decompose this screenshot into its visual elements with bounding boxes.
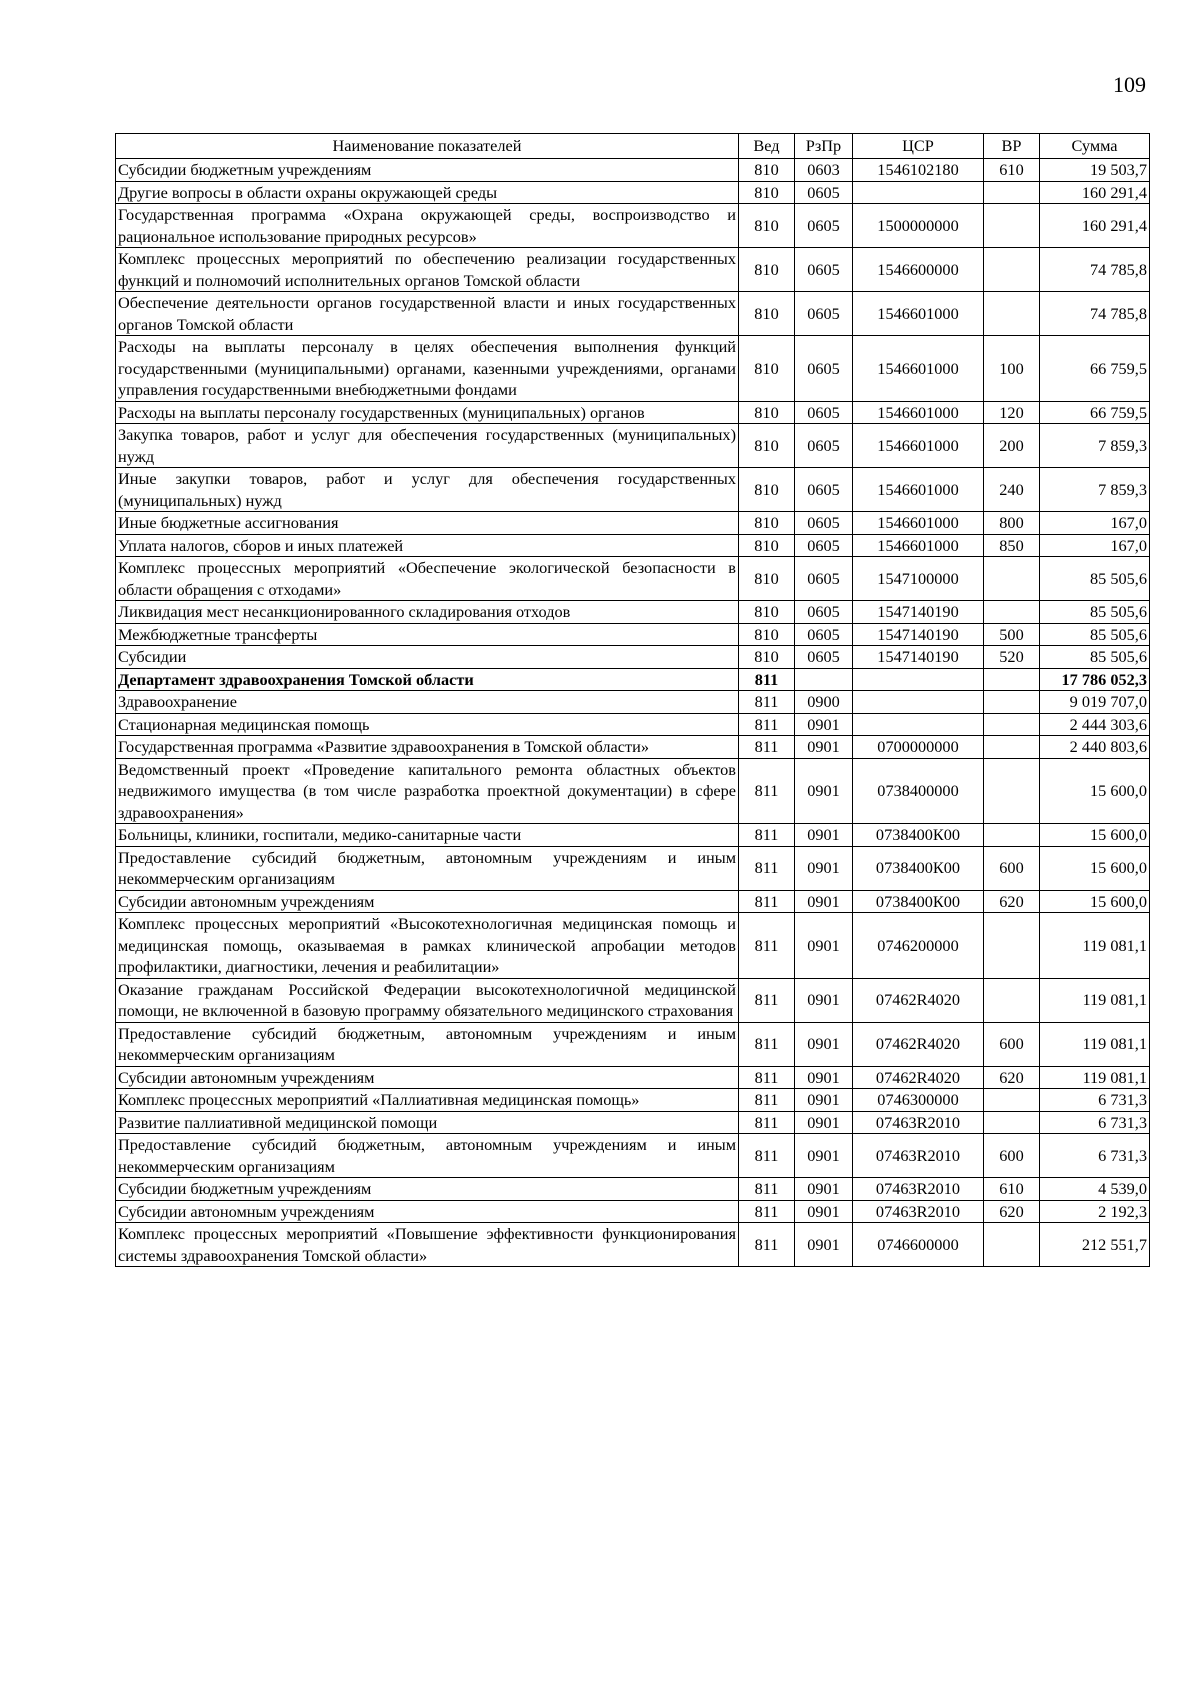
cell-vr	[984, 204, 1040, 248]
cell-csr: 1547140190	[853, 601, 984, 624]
cell-csr: 07463R2010	[853, 1178, 984, 1201]
cell-csr: 1546601000	[853, 292, 984, 336]
cell-sum: 7 859,3	[1040, 468, 1150, 512]
cell-ved: 810	[739, 512, 795, 535]
cell-vr: 850	[984, 534, 1040, 557]
table-row	[116, 668, 1150, 691]
cell-rzpr: 0605	[795, 248, 853, 292]
cell-vr	[984, 913, 1040, 979]
cell-ved: 810	[739, 534, 795, 557]
cell-name: Субсидии	[116, 646, 739, 669]
cell-rzpr	[795, 668, 853, 691]
cell-rzpr: 0605	[795, 181, 853, 204]
cell-rzpr: 0901	[795, 1134, 853, 1178]
cell-csr: 1546601000	[853, 424, 984, 468]
cell-name: Оказание гражданам Российской Федерации высокотехнологичной медицинской помощи, не включенной в базовую программу обязательного медицинского страхования	[116, 978, 739, 1022]
cell-rzpr: 0901	[795, 1111, 853, 1134]
cell-ved: 810	[739, 181, 795, 204]
cell-name: Комплекс процессных мероприятий «Высокотехнологичная медицинская помощь и медицинская помощь, оказываемая в рамках клинической апробации методов профилактики, диагностики, лечения и реабилитации»	[116, 913, 739, 979]
header-rzpr: РзПр	[795, 134, 853, 159]
cell-sum: 85 505,6	[1040, 557, 1150, 601]
cell-vr	[984, 824, 1040, 847]
cell-name: Развитие паллиативной медицинской помощи	[116, 1111, 739, 1134]
cell-csr: 1546601000	[853, 401, 984, 424]
table-row	[116, 713, 1150, 736]
cell-rzpr: 0901	[795, 1089, 853, 1112]
table-row	[116, 336, 1150, 402]
table-row	[116, 1178, 1150, 1201]
cell-name: Расходы на выплаты персоналу в целях обеспечения выполнения функций государственными (муниципальными) органами, казенными учреждениями, органами управления государственными внебюджетными фондами	[116, 336, 739, 402]
cell-csr	[853, 691, 984, 714]
cell-name: Уплата налогов, сборов и иных платежей	[116, 534, 739, 557]
cell-sum: 17 786 052,3	[1040, 668, 1150, 691]
table-row	[116, 1066, 1150, 1089]
cell-name: Комплекс процессных мероприятий «Повышение эффективности функционирования системы здравоохранения Томской области»	[116, 1223, 739, 1267]
cell-sum: 2 192,3	[1040, 1200, 1150, 1223]
header-name: Наименование показателей	[116, 134, 739, 159]
cell-vr	[984, 1089, 1040, 1112]
cell-sum: 160 291,4	[1040, 181, 1150, 204]
cell-csr: 1547100000	[853, 557, 984, 601]
cell-sum: 6 731,3	[1040, 1134, 1150, 1178]
cell-ved: 811	[739, 824, 795, 847]
cell-rzpr: 0901	[795, 1200, 853, 1223]
cell-rzpr: 0605	[795, 336, 853, 402]
cell-name: Субсидии бюджетным учреждениям	[116, 159, 739, 182]
cell-ved: 811	[739, 758, 795, 824]
cell-name: Государственная программа «Охрана окружающей среды, воспроизводство и рациональное использование природных ресурсов»	[116, 204, 739, 248]
cell-vr: 610	[984, 159, 1040, 182]
table-row	[116, 978, 1150, 1022]
cell-sum: 160 291,4	[1040, 204, 1150, 248]
cell-csr: 07462R4020	[853, 1022, 984, 1066]
table-row	[116, 292, 1150, 336]
cell-csr: 1546102180	[853, 159, 984, 182]
cell-ved: 811	[739, 1200, 795, 1223]
cell-ved: 811	[739, 978, 795, 1022]
cell-csr: 0738400К00	[853, 824, 984, 847]
page-number: 109	[1113, 72, 1146, 97]
cell-ved: 810	[739, 557, 795, 601]
cell-csr: 0738400000	[853, 758, 984, 824]
cell-sum: 15 600,0	[1040, 758, 1150, 824]
cell-ved: 811	[739, 691, 795, 714]
cell-sum: 66 759,5	[1040, 336, 1150, 402]
cell-rzpr: 0901	[795, 890, 853, 913]
cell-csr: 07462R4020	[853, 978, 984, 1022]
table-row	[116, 159, 1150, 182]
table-row	[116, 424, 1150, 468]
cell-name: Комплекс процессных мероприятий по обеспечению реализации государственных функций и полномочий исполнительных органов Томской области	[116, 248, 739, 292]
cell-name: Здравоохранение	[116, 691, 739, 714]
table-row	[116, 623, 1150, 646]
cell-ved: 810	[739, 159, 795, 182]
cell-csr: 1546601000	[853, 336, 984, 402]
cell-name: Ведомственный проект «Проведение капитального ремонта областных объектов недвижимого имущества (в том числе разработка проектной документации) в сфере здравоохранения»	[116, 758, 739, 824]
cell-rzpr: 0901	[795, 913, 853, 979]
cell-csr: 1547140190	[853, 623, 984, 646]
cell-csr: 0746600000	[853, 1223, 984, 1267]
table-row	[116, 557, 1150, 601]
cell-csr: 1546601000	[853, 468, 984, 512]
header-vr: ВР	[984, 134, 1040, 159]
table-row	[116, 890, 1150, 913]
table-header-row	[116, 134, 1150, 159]
cell-sum: 212 551,7	[1040, 1223, 1150, 1267]
cell-sum: 2 440 803,6	[1040, 736, 1150, 759]
cell-name: Комплекс процессных мероприятий «Обеспечение экологической безопасности в области обращения с отходами»	[116, 557, 739, 601]
cell-csr: 0746300000	[853, 1089, 984, 1112]
cell-ved: 811	[739, 1134, 795, 1178]
cell-sum: 4 539,0	[1040, 1178, 1150, 1201]
cell-name: Субсидии автономным учреждениям	[116, 1200, 739, 1223]
cell-rzpr: 0605	[795, 424, 853, 468]
cell-name: Субсидии автономным учреждениям	[116, 1066, 739, 1089]
cell-sum: 7 859,3	[1040, 424, 1150, 468]
cell-csr: 07462R4020	[853, 1066, 984, 1089]
cell-rzpr: 0901	[795, 824, 853, 847]
table-row	[116, 1223, 1150, 1267]
cell-ved: 810	[739, 424, 795, 468]
table-row	[116, 468, 1150, 512]
cell-vr: 120	[984, 401, 1040, 424]
cell-vr: 620	[984, 1200, 1040, 1223]
cell-sum: 9 019 707,0	[1040, 691, 1150, 714]
cell-name: Больницы, клиники, госпитали, медико-санитарные части	[116, 824, 739, 847]
cell-sum: 15 600,0	[1040, 824, 1150, 847]
cell-rzpr: 0901	[795, 758, 853, 824]
cell-rzpr: 0901	[795, 846, 853, 890]
cell-rzpr: 0605	[795, 512, 853, 535]
cell-sum: 167,0	[1040, 534, 1150, 557]
cell-ved: 811	[739, 1066, 795, 1089]
cell-vr: 800	[984, 512, 1040, 535]
cell-name: Стационарная медицинская помощь	[116, 713, 739, 736]
table-row	[116, 913, 1150, 979]
cell-vr: 200	[984, 424, 1040, 468]
cell-vr	[984, 978, 1040, 1022]
cell-sum: 6 731,3	[1040, 1089, 1150, 1112]
table-row	[116, 248, 1150, 292]
cell-rzpr: 0901	[795, 1022, 853, 1066]
cell-ved: 811	[739, 1178, 795, 1201]
cell-rzpr: 0900	[795, 691, 853, 714]
cell-rzpr: 0603	[795, 159, 853, 182]
table-row	[116, 1200, 1150, 1223]
cell-csr: 1547140190	[853, 646, 984, 669]
cell-sum: 85 505,6	[1040, 623, 1150, 646]
cell-sum: 6 731,3	[1040, 1111, 1150, 1134]
table-row	[116, 1022, 1150, 1066]
header-ved: Вед	[739, 134, 795, 159]
cell-ved: 810	[739, 336, 795, 402]
cell-csr: 0700000000	[853, 736, 984, 759]
cell-vr: 240	[984, 468, 1040, 512]
table-row	[116, 824, 1150, 847]
cell-csr	[853, 668, 984, 691]
cell-name: Государственная программа «Развитие здравоохранения в Томской области»	[116, 736, 739, 759]
table-row	[116, 601, 1150, 624]
cell-csr: 0738400К00	[853, 846, 984, 890]
cell-vr: 620	[984, 1066, 1040, 1089]
cell-name: Комплекс процессных мероприятий «Паллиативная медицинская помощь»	[116, 1089, 739, 1112]
cell-vr	[984, 292, 1040, 336]
table-row	[116, 401, 1150, 424]
cell-vr	[984, 691, 1040, 714]
cell-rzpr: 0605	[795, 623, 853, 646]
cell-rzpr: 0901	[795, 1066, 853, 1089]
table-row	[116, 646, 1150, 669]
cell-sum: 119 081,1	[1040, 1022, 1150, 1066]
cell-ved: 810	[739, 401, 795, 424]
cell-vr	[984, 557, 1040, 601]
cell-ved: 811	[739, 1223, 795, 1267]
cell-ved: 811	[739, 713, 795, 736]
cell-vr	[984, 668, 1040, 691]
cell-rzpr: 0605	[795, 646, 853, 669]
cell-csr: 1546601000	[853, 534, 984, 557]
table-row	[116, 181, 1150, 204]
budget-table	[115, 133, 1150, 1267]
table-row	[116, 204, 1150, 248]
header-csr: ЦСР	[853, 134, 984, 159]
cell-name: Межбюджетные трансферты	[116, 623, 739, 646]
cell-rzpr: 0605	[795, 601, 853, 624]
cell-rzpr: 0605	[795, 557, 853, 601]
cell-ved: 811	[739, 1089, 795, 1112]
table-row	[116, 691, 1150, 714]
cell-csr: 1546600000	[853, 248, 984, 292]
cell-sum: 74 785,8	[1040, 292, 1150, 336]
table-row	[116, 736, 1150, 759]
cell-sum: 2 444 303,6	[1040, 713, 1150, 736]
cell-rzpr: 0605	[795, 292, 853, 336]
cell-ved: 811	[739, 736, 795, 759]
cell-ved: 810	[739, 646, 795, 669]
cell-sum: 119 081,1	[1040, 913, 1150, 979]
cell-vr: 500	[984, 623, 1040, 646]
cell-sum: 119 081,1	[1040, 978, 1150, 1022]
table-row	[116, 758, 1150, 824]
cell-ved: 811	[739, 913, 795, 979]
cell-sum: 66 759,5	[1040, 401, 1150, 424]
cell-vr: 620	[984, 890, 1040, 913]
cell-vr	[984, 1111, 1040, 1134]
cell-ved: 811	[739, 890, 795, 913]
cell-ved: 811	[739, 1022, 795, 1066]
cell-rzpr: 0605	[795, 401, 853, 424]
cell-sum: 19 503,7	[1040, 159, 1150, 182]
cell-ved: 811	[739, 846, 795, 890]
cell-sum: 15 600,0	[1040, 890, 1150, 913]
cell-rzpr: 0901	[795, 978, 853, 1022]
cell-csr	[853, 713, 984, 736]
cell-rzpr: 0901	[795, 1178, 853, 1201]
cell-vr: 520	[984, 646, 1040, 669]
table-row	[116, 534, 1150, 557]
cell-name: Иные закупки товаров, работ и услуг для обеспечения государственных (муниципальных) нужд	[116, 468, 739, 512]
cell-vr	[984, 601, 1040, 624]
cell-rzpr: 0901	[795, 713, 853, 736]
cell-name: Закупка товаров, работ и услуг для обеспечения государственных (муниципальных) нужд	[116, 424, 739, 468]
cell-sum: 167,0	[1040, 512, 1150, 535]
cell-rzpr: 0605	[795, 468, 853, 512]
cell-csr: 07463R2010	[853, 1111, 984, 1134]
cell-vr: 600	[984, 1022, 1040, 1066]
cell-csr: 1546601000	[853, 512, 984, 535]
cell-csr: 07463R2010	[853, 1134, 984, 1178]
cell-ved: 810	[739, 468, 795, 512]
cell-ved: 810	[739, 601, 795, 624]
table-row	[116, 1134, 1150, 1178]
cell-name: Предоставление субсидий бюджетным, автономным учреждениям и иным некоммерческим организациям	[116, 1022, 739, 1066]
cell-vr	[984, 713, 1040, 736]
cell-name: Предоставление субсидий бюджетным, автономным учреждениям и иным некоммерческим организациям	[116, 846, 739, 890]
cell-name: Предоставление субсидий бюджетным, автономным учреждениям и иным некоммерческим организациям	[116, 1134, 739, 1178]
cell-rzpr: 0605	[795, 534, 853, 557]
cell-ved: 810	[739, 292, 795, 336]
table-row	[116, 1111, 1150, 1134]
cell-name: Обеспечение деятельности органов государственной власти и иных государственных органов Томской области	[116, 292, 739, 336]
cell-rzpr: 0901	[795, 1223, 853, 1267]
cell-csr: 0738400К00	[853, 890, 984, 913]
cell-sum: 74 785,8	[1040, 248, 1150, 292]
cell-name: Расходы на выплаты персоналу государственных (муниципальных) органов	[116, 401, 739, 424]
cell-name: Субсидии бюджетным учреждениям	[116, 1178, 739, 1201]
cell-name: Департамент здравоохранения Томской области	[116, 668, 739, 691]
cell-vr	[984, 248, 1040, 292]
cell-sum: 119 081,1	[1040, 1066, 1150, 1089]
cell-ved: 811	[739, 668, 795, 691]
cell-name: Иные бюджетные ассигнования	[116, 512, 739, 535]
cell-csr: 07463R2010	[853, 1200, 984, 1223]
cell-vr: 100	[984, 336, 1040, 402]
cell-vr	[984, 1223, 1040, 1267]
cell-ved: 810	[739, 248, 795, 292]
cell-sum: 15 600,0	[1040, 846, 1150, 890]
cell-rzpr: 0901	[795, 736, 853, 759]
cell-vr	[984, 758, 1040, 824]
cell-csr	[853, 181, 984, 204]
cell-sum: 85 505,6	[1040, 646, 1150, 669]
cell-vr	[984, 181, 1040, 204]
cell-ved: 810	[739, 204, 795, 248]
cell-name: Субсидии автономным учреждениям	[116, 890, 739, 913]
cell-vr	[984, 736, 1040, 759]
table-row	[116, 846, 1150, 890]
cell-vr: 610	[984, 1178, 1040, 1201]
cell-name: Другие вопросы в области охраны окружающей среды	[116, 181, 739, 204]
table-body	[116, 159, 1150, 1267]
cell-vr: 600	[984, 1134, 1040, 1178]
cell-csr: 1500000000	[853, 204, 984, 248]
table-row	[116, 512, 1150, 535]
cell-vr: 600	[984, 846, 1040, 890]
cell-ved: 811	[739, 1111, 795, 1134]
header-sum: Сумма	[1040, 134, 1150, 159]
cell-csr: 0746200000	[853, 913, 984, 979]
cell-ved: 810	[739, 623, 795, 646]
cell-rzpr: 0605	[795, 204, 853, 248]
cell-sum: 85 505,6	[1040, 601, 1150, 624]
table-row	[116, 1089, 1150, 1112]
cell-name: Ликвидация мест несанкционированного складирования отходов	[116, 601, 739, 624]
